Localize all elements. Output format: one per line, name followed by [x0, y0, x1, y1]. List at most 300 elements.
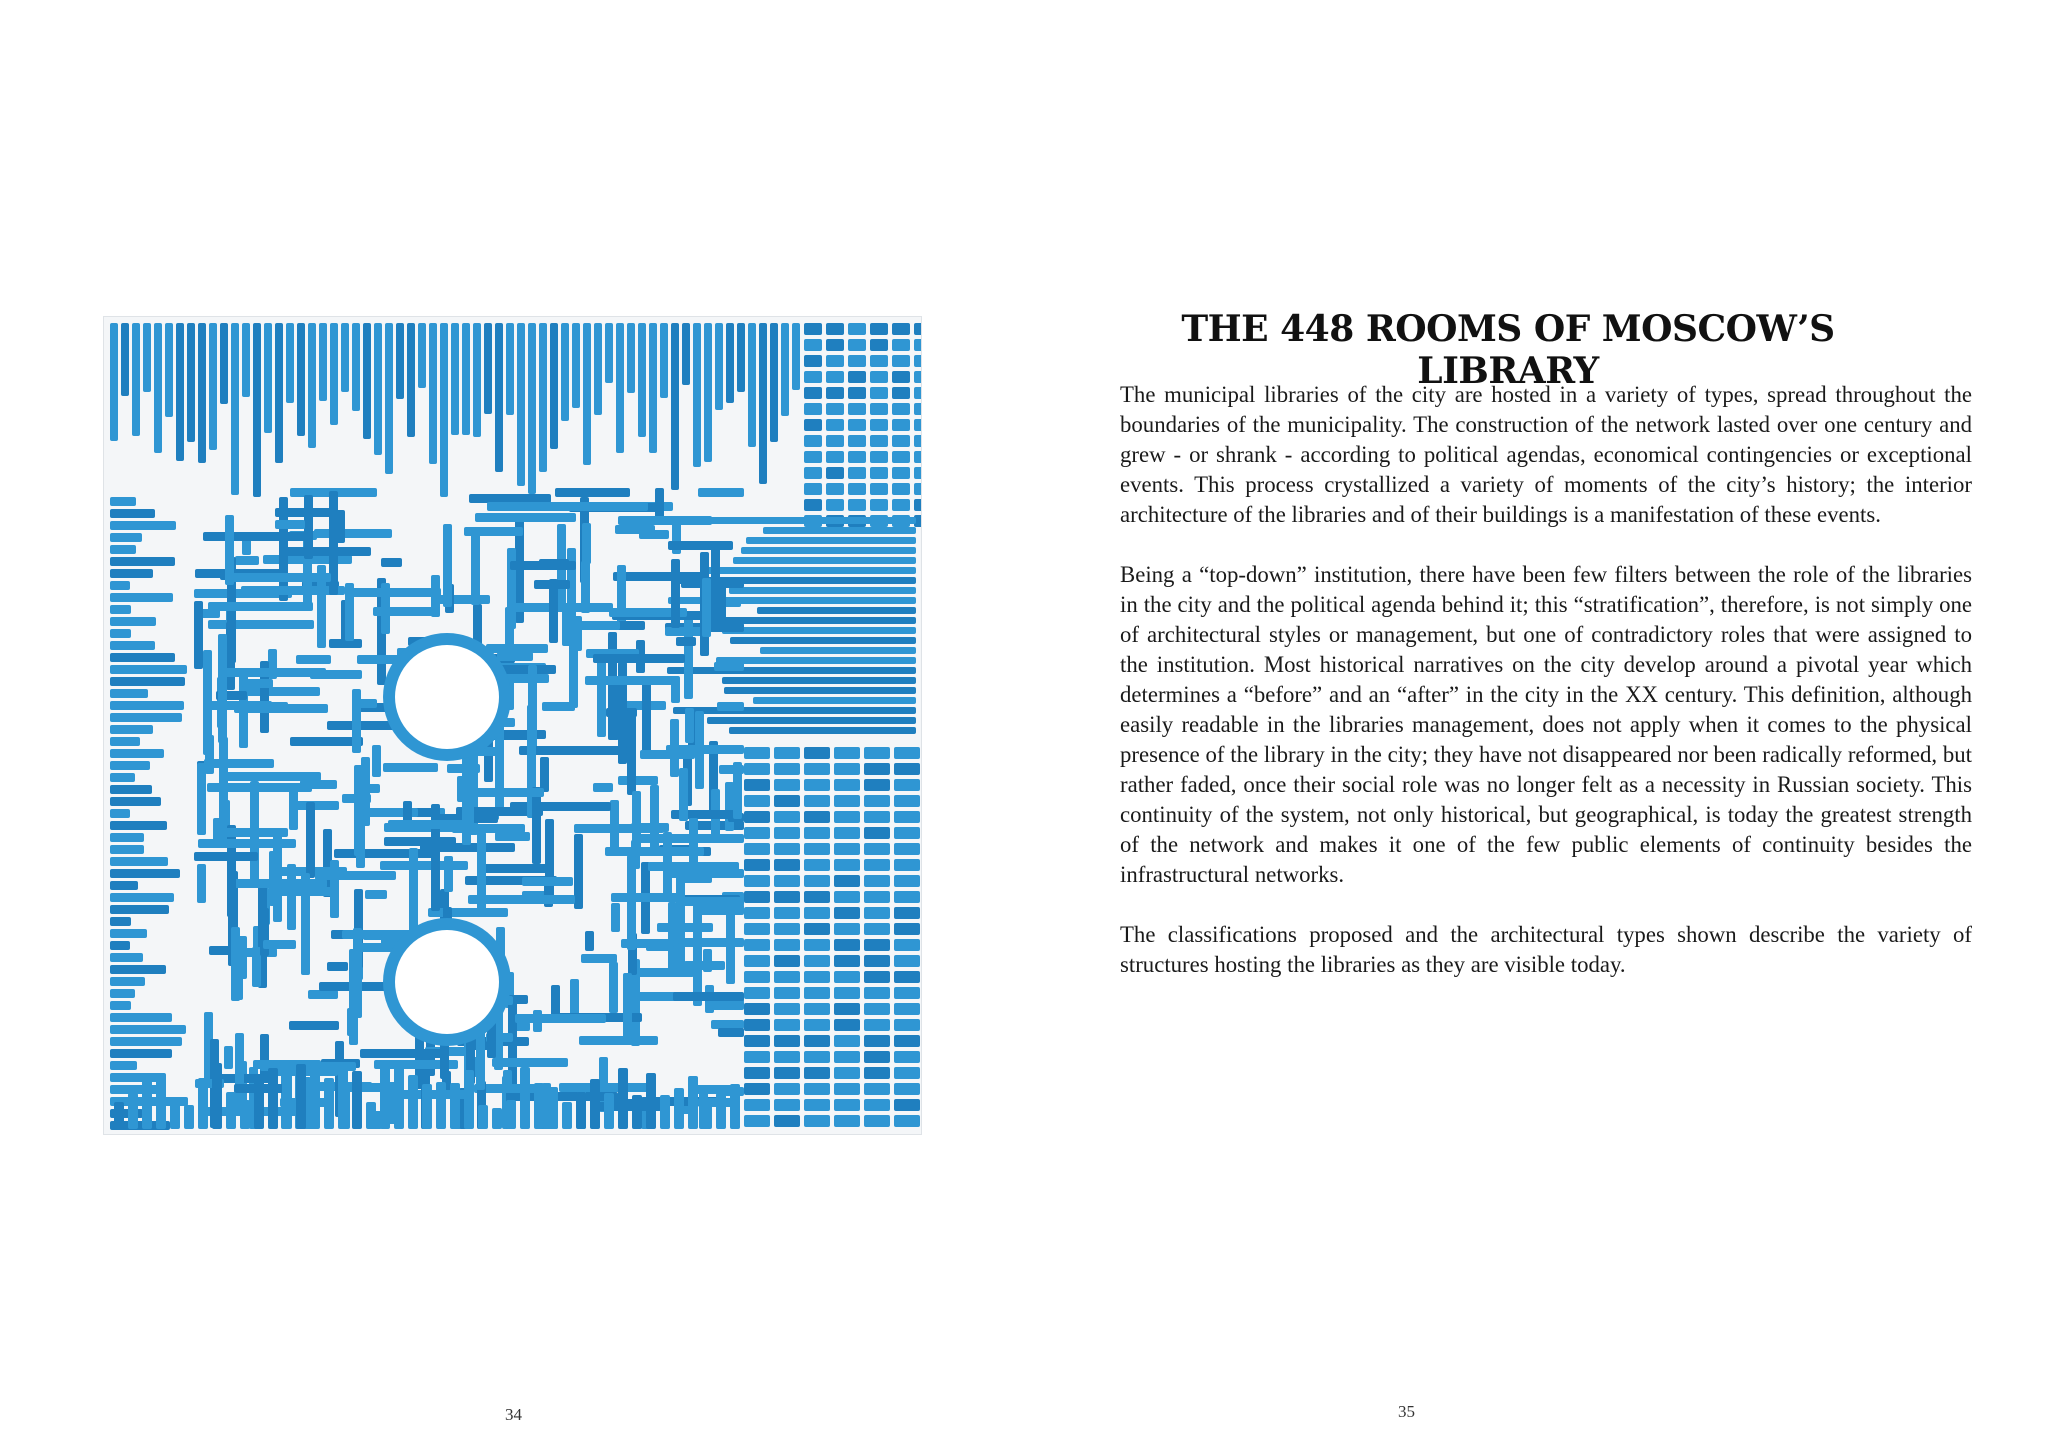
- room-block: [671, 323, 679, 490]
- room-block: [834, 1067, 860, 1079]
- room-block: [744, 987, 770, 999]
- room-block: [894, 795, 920, 807]
- room-block: [834, 1099, 860, 1111]
- room-block: [712, 1001, 744, 1010]
- room-block: [110, 905, 169, 914]
- room-block: [478, 1105, 488, 1129]
- room-block: [110, 941, 130, 950]
- room-block: [804, 923, 830, 935]
- room-block: [914, 483, 921, 495]
- room-block: [804, 371, 822, 383]
- room-block: [834, 875, 860, 887]
- room-block: [894, 939, 920, 951]
- room-block: [583, 323, 591, 465]
- room-block: [744, 859, 770, 871]
- room-block: [203, 672, 212, 755]
- room-block: [834, 923, 860, 935]
- room-block: [804, 1035, 830, 1047]
- room-block: [384, 837, 456, 846]
- room-block: [864, 1019, 890, 1031]
- room-block: [774, 827, 800, 839]
- room-block: [110, 323, 118, 441]
- room-block: [561, 323, 569, 421]
- room-block: [218, 634, 227, 743]
- room-block: [559, 1083, 648, 1092]
- room-block: [695, 711, 704, 789]
- room-block: [804, 467, 822, 479]
- room-block: [611, 893, 680, 902]
- room-block: [826, 339, 844, 351]
- room-block: [894, 1115, 920, 1127]
- room-block: [110, 1073, 160, 1082]
- room-block: [534, 1083, 544, 1129]
- room-block: [282, 1072, 292, 1129]
- room-block: [744, 955, 770, 967]
- room-block: [475, 513, 576, 522]
- room-block: [366, 1102, 376, 1129]
- room-block: [649, 323, 657, 453]
- room-block: [774, 971, 800, 983]
- room-block: [341, 323, 349, 392]
- room-block: [301, 873, 310, 927]
- room-block: [914, 355, 921, 367]
- room-block: [760, 647, 916, 654]
- room-block: [670, 719, 679, 777]
- room-block: [774, 763, 800, 775]
- room-block: [774, 1035, 800, 1047]
- room-block: [726, 323, 734, 403]
- room-block: [110, 1025, 186, 1034]
- room-block: [154, 323, 162, 453]
- room-block: [110, 857, 168, 866]
- room-block: [744, 1099, 770, 1111]
- room-block: [689, 818, 698, 875]
- room-block: [110, 725, 153, 734]
- room-block: [668, 902, 677, 970]
- room-block: [914, 467, 921, 479]
- room-block: [576, 1092, 586, 1129]
- room-block: [407, 323, 415, 437]
- room-block: [660, 1095, 670, 1129]
- room-block: [834, 1003, 860, 1015]
- room-block: [693, 898, 702, 1006]
- room-block: [515, 1014, 606, 1023]
- room-block: [894, 779, 920, 791]
- room-block: [892, 419, 910, 431]
- room-block: [870, 355, 888, 367]
- room-block: [914, 323, 921, 335]
- room-block: [716, 1093, 726, 1129]
- circular-room-void: [395, 645, 499, 749]
- room-block: [110, 677, 185, 686]
- room-block: [581, 954, 617, 963]
- room-block: [864, 1099, 890, 1111]
- room-block: [349, 949, 358, 1045]
- room-block: [848, 451, 866, 463]
- room-block: [444, 856, 453, 892]
- room-block: [671, 559, 680, 628]
- room-block: [462, 323, 470, 435]
- room-block: [279, 497, 288, 601]
- room-block: [338, 1065, 348, 1129]
- room-block: [638, 968, 694, 977]
- room-block: [744, 1003, 770, 1015]
- room-block: [209, 323, 217, 450]
- room-block: [914, 419, 921, 431]
- room-block: [804, 339, 822, 351]
- room-block: [864, 827, 890, 839]
- room-block: [848, 339, 866, 351]
- room-block: [744, 827, 770, 839]
- room-block: [892, 339, 910, 351]
- room-block: [864, 939, 890, 951]
- room-block: [110, 797, 161, 806]
- room-block: [804, 403, 822, 415]
- room-block: [428, 908, 508, 917]
- room-block: [252, 947, 261, 987]
- room-block: [894, 843, 920, 855]
- room-block: [763, 527, 916, 534]
- room-block: [864, 907, 890, 919]
- room-block: [870, 323, 888, 335]
- room-block: [826, 483, 844, 495]
- room-block: [894, 1019, 920, 1031]
- room-block: [314, 529, 392, 538]
- room-block: [724, 687, 916, 694]
- room-block: [403, 801, 412, 823]
- room-block: [611, 903, 620, 932]
- room-block: [352, 689, 361, 753]
- room-block: [774, 811, 800, 823]
- room-block: [540, 502, 648, 511]
- room-block: [834, 827, 860, 839]
- room-block: [110, 989, 135, 998]
- room-block: [365, 890, 387, 899]
- body-text: [1120, 380, 1972, 1010]
- room-block: [834, 1051, 860, 1063]
- room-block: [753, 697, 916, 704]
- room-block: [717, 702, 744, 711]
- room-block: [110, 641, 155, 650]
- room-block: [507, 548, 516, 629]
- room-block: [804, 499, 822, 511]
- room-block: [716, 657, 916, 664]
- room-block: [562, 1102, 572, 1129]
- room-block: [418, 323, 426, 388]
- room-block: [834, 1083, 860, 1095]
- room-block: [110, 881, 138, 890]
- room-block: [225, 772, 321, 781]
- page-number-right: 35: [1398, 1402, 1415, 1421]
- room-block: [759, 323, 767, 484]
- room-block: [914, 403, 921, 415]
- room-block: [892, 371, 910, 383]
- room-block: [834, 987, 860, 999]
- room-block: [197, 763, 206, 835]
- room-block: [804, 1051, 830, 1063]
- room-block: [184, 1105, 194, 1129]
- room-block: [469, 494, 551, 503]
- room-block: [744, 763, 770, 775]
- room-block: [894, 955, 920, 967]
- room-block: [676, 874, 712, 883]
- room-block: [245, 687, 320, 696]
- room-block: [892, 467, 910, 479]
- library-rooms-model-image: [104, 317, 921, 1134]
- room-block: [892, 403, 910, 415]
- room-block: [864, 859, 890, 871]
- room-block: [744, 971, 770, 983]
- room-block: [374, 323, 382, 455]
- room-block: [774, 1083, 800, 1095]
- room-block: [219, 737, 228, 824]
- room-block: [528, 323, 536, 494]
- room-block: [894, 763, 920, 775]
- room-block: [774, 1099, 800, 1111]
- room-block: [579, 1036, 658, 1045]
- room-block: [848, 499, 866, 511]
- room-block: [774, 1067, 800, 1079]
- room-block: [110, 521, 176, 530]
- room-block: [744, 843, 770, 855]
- room-block: [848, 403, 866, 415]
- room-block: [512, 603, 613, 612]
- room-block: [336, 510, 345, 543]
- room-block: [110, 1001, 131, 1010]
- room-block: [110, 821, 167, 830]
- room-block: [870, 419, 888, 431]
- room-block: [864, 987, 890, 999]
- room-block: [616, 323, 624, 453]
- room-block: [774, 859, 800, 871]
- room-block: [774, 1019, 800, 1031]
- room-block: [632, 791, 641, 849]
- room-block: [110, 569, 153, 578]
- room-block: [804, 827, 830, 839]
- room-block: [540, 757, 549, 792]
- room-block: [834, 763, 860, 775]
- room-block: [685, 708, 694, 743]
- room-block: [848, 435, 866, 447]
- room-block: [826, 403, 844, 415]
- room-block: [682, 323, 690, 385]
- room-block: [275, 520, 305, 529]
- room-block: [774, 939, 800, 951]
- blue-rooms-composition: [104, 317, 921, 1134]
- room-block: [254, 1074, 264, 1129]
- room-block: [707, 717, 916, 724]
- room-block: [380, 861, 468, 870]
- room-block: [304, 495, 313, 559]
- room-block: [826, 467, 844, 479]
- room-block: [804, 779, 830, 791]
- room-block: [894, 907, 920, 919]
- room-block: [870, 451, 888, 463]
- room-block: [352, 1071, 362, 1129]
- room-block: [604, 1093, 614, 1129]
- room-block: [804, 987, 830, 999]
- room-block: [520, 1067, 530, 1129]
- room-block: [300, 780, 337, 789]
- room-block: [826, 499, 844, 511]
- room-block: [110, 917, 131, 926]
- room-block: [248, 704, 328, 713]
- room-block: [170, 1097, 180, 1129]
- room-block: [715, 323, 723, 410]
- room-block: [354, 765, 363, 856]
- room-block: [746, 537, 916, 544]
- room-block: [615, 525, 655, 534]
- room-block: [522, 877, 573, 886]
- room-block: [308, 323, 316, 448]
- room-block: [260, 1034, 269, 1080]
- room-block: [804, 859, 830, 871]
- room-block: [590, 1079, 600, 1129]
- room-block: [744, 1067, 770, 1079]
- room-block: [864, 923, 890, 935]
- room-block: [360, 1049, 447, 1058]
- room-block: [383, 763, 438, 772]
- room-block: [372, 745, 381, 777]
- room-block: [480, 864, 549, 873]
- room-block: [804, 1083, 830, 1095]
- room-block: [610, 676, 619, 740]
- room-block: [730, 1084, 740, 1129]
- room-block: [870, 387, 888, 399]
- room-block: [892, 387, 910, 399]
- room-block: [894, 1035, 920, 1047]
- room-block: [704, 323, 712, 462]
- room-block: [197, 864, 206, 903]
- room-block: [804, 483, 822, 495]
- room-block: [774, 891, 800, 903]
- room-block: [231, 573, 331, 582]
- room-block: [870, 339, 888, 351]
- room-block: [242, 323, 250, 397]
- room-block: [804, 939, 830, 951]
- room-block: [471, 528, 480, 605]
- room-block: [657, 923, 713, 932]
- room-block: [394, 1065, 404, 1129]
- room-block: [848, 387, 866, 399]
- room-block: [826, 435, 844, 447]
- room-block: [110, 953, 143, 962]
- room-block: [110, 1037, 182, 1046]
- room-block: [385, 323, 393, 474]
- room-block: [665, 627, 702, 636]
- room-block: [774, 875, 800, 887]
- room-block: [204, 759, 274, 768]
- room-block: [894, 891, 920, 903]
- room-block: [110, 581, 130, 590]
- room-block: [640, 750, 695, 759]
- room-block: [804, 323, 822, 335]
- room-block: [713, 617, 916, 624]
- room-block: [110, 893, 174, 902]
- room-block: [804, 971, 830, 983]
- room-block: [737, 323, 745, 392]
- room-block: [550, 323, 558, 449]
- room-block: [870, 371, 888, 383]
- room-block: [642, 681, 651, 754]
- room-block: [451, 323, 459, 435]
- room-block: [450, 1083, 460, 1129]
- room-block: [804, 1099, 830, 1111]
- room-block: [834, 811, 860, 823]
- room-block: [627, 855, 636, 950]
- room-block: [110, 809, 130, 818]
- paragraph-3: The classifications proposed and the architectural types shown describe the variety of structures hosting the libraries as they are visible today.: [1120, 922, 1972, 977]
- room-block: [208, 620, 314, 629]
- room-block: [110, 845, 144, 854]
- room-block: [667, 667, 916, 674]
- room-block: [143, 323, 151, 392]
- room-block: [804, 1115, 830, 1127]
- room-block: [914, 371, 921, 383]
- room-block: [110, 785, 152, 794]
- room-block: [582, 523, 591, 564]
- room-block: [864, 1003, 890, 1015]
- room-block: [539, 323, 547, 472]
- room-block: [132, 323, 140, 436]
- room-block: [422, 1084, 432, 1129]
- room-block: [632, 1095, 642, 1129]
- paragraph-2: Being a “top-down” institution, there have been few filters between the role of the libraries in the city and the political agenda behind it; this “stratification”, therefore, is not simply one of architectural styles or management, but one of contradictory roles that were assigned to the institution. Most historical narratives on the city develop around a pivotal year which determines a “before” and an “after” in the city in the XX century. This definition, although easily readable in the libraries management, does not apply when it comes to the physical presence of the library in the city; they have not disappeared nor been radically reformed, but rather faded, once their social role was no longer felt as a necessity in Russian society. This continuity of the system, not only historical, but geographical, is today the greatest strength of the network and makes it one of the few public elements of continuity besides the infrastructural networks.: [1120, 562, 1972, 887]
- room-block: [826, 355, 844, 367]
- room-block: [264, 323, 272, 433]
- room-block: [110, 761, 150, 770]
- room-block: [733, 557, 916, 564]
- room-block: [464, 1070, 474, 1129]
- room-block: [572, 323, 580, 408]
- room-block: [770, 323, 778, 442]
- room-block: [894, 747, 920, 759]
- room-block: [142, 1075, 152, 1129]
- room-block: [774, 779, 800, 791]
- room-block: [804, 907, 830, 919]
- room-block: [864, 811, 890, 823]
- room-block: [275, 323, 283, 463]
- room-block: [388, 820, 474, 829]
- room-block: [826, 451, 844, 463]
- room-block: [714, 662, 744, 671]
- room-block: [268, 1068, 278, 1129]
- room-block: [730, 637, 916, 644]
- room-block: [352, 323, 360, 411]
- room-block: [408, 1075, 418, 1129]
- room-block: [610, 800, 619, 852]
- room-block: [297, 323, 305, 436]
- room-block: [110, 965, 166, 974]
- room-block: [848, 371, 866, 383]
- room-block: [744, 1115, 770, 1127]
- room-block: [870, 403, 888, 415]
- room-block: [227, 825, 236, 917]
- room-block: [156, 1073, 166, 1129]
- room-block: [497, 652, 533, 661]
- room-block: [128, 1093, 138, 1129]
- room-block: [848, 483, 866, 495]
- room-block: [894, 1099, 920, 1111]
- room-block: [396, 323, 404, 399]
- room-block: [729, 587, 916, 594]
- room-block: [894, 1083, 920, 1095]
- room-block: [671, 676, 680, 703]
- room-block: [744, 779, 770, 791]
- room-block: [110, 629, 131, 638]
- room-block: [238, 936, 247, 979]
- room-block: [894, 971, 920, 983]
